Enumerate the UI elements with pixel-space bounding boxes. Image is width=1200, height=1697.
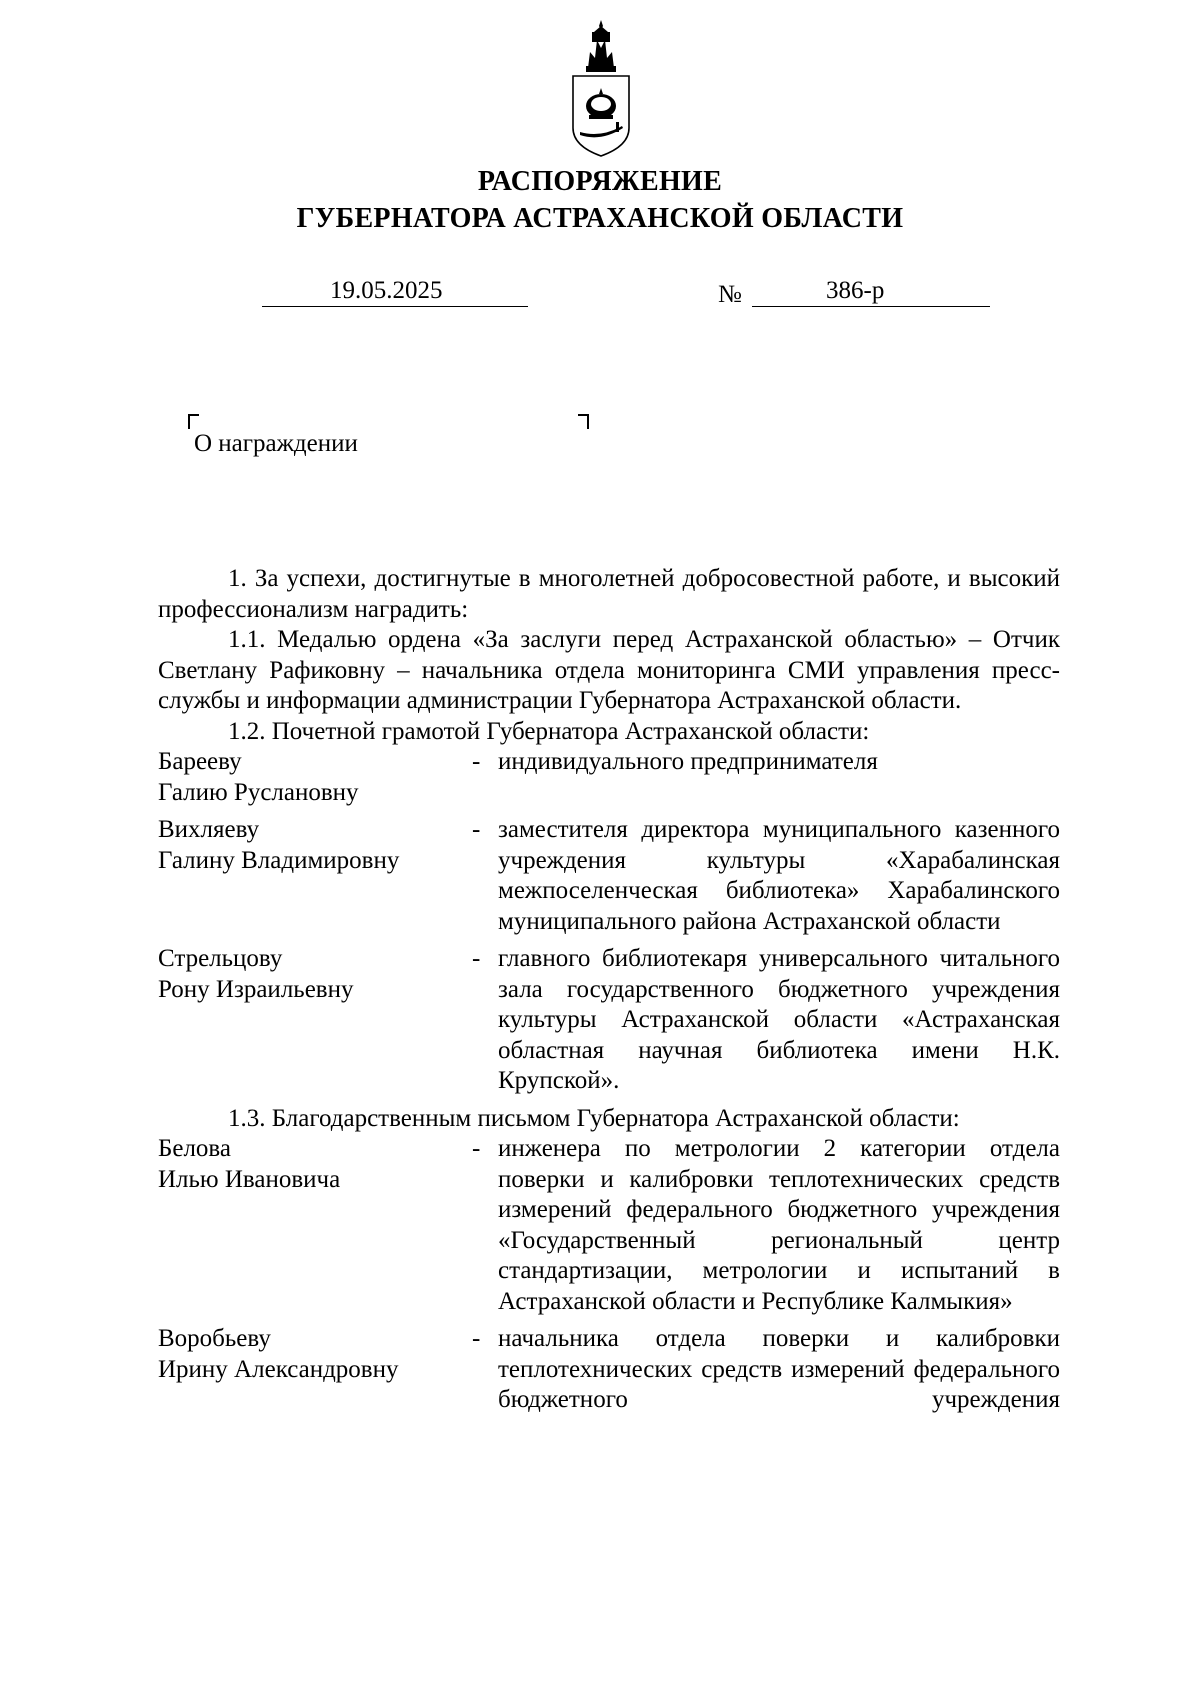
honoree-position: начальника отдела поверки и калибровки теплотехнических средств измерений федерального бюджетного учреждения bbox=[498, 1325, 1060, 1413]
honoree-surname: Барееву bbox=[158, 748, 242, 775]
honoree-surname: Стрельцову bbox=[158, 945, 283, 972]
honoree-surname: Белова bbox=[158, 1135, 231, 1162]
honoree-position: главного библиотекаря универсального читального зала государственного бюджетного учреждения культуры Астраханской области «Астраханская областная научная библиотека имени Н.К. Крупской». bbox=[498, 945, 1060, 1094]
document-body bbox=[158, 564, 1060, 1416]
paragraph-1-2: 1.2. Почетной грамотой Губернатора Астраханской области: bbox=[228, 717, 870, 745]
paragraph-1-3: 1.3. Благодарственным письмом Губернатора Астраханской области: bbox=[228, 1104, 960, 1132]
document-date: 19.05.2025 bbox=[330, 277, 443, 304]
document-number: 386-р bbox=[826, 277, 885, 304]
honoree-position: индивидуального предпринимателя bbox=[498, 748, 878, 775]
separator-dash: - bbox=[472, 1325, 481, 1352]
honoree-given-name: Галию Руслановну bbox=[158, 778, 359, 806]
list-item bbox=[158, 1324, 1060, 1416]
date-underline bbox=[262, 306, 528, 307]
honoree-given-name: Галину Владимировну bbox=[158, 846, 400, 874]
separator-dash: - bbox=[472, 1135, 481, 1162]
coat-of-arms-emblem bbox=[568, 18, 634, 158]
separator-dash: - bbox=[472, 816, 481, 843]
subject-corner-left bbox=[188, 414, 199, 429]
separator-dash: - bbox=[472, 748, 481, 775]
honoree-surname: Вихляеву bbox=[158, 816, 260, 843]
honoree-given-name: Ирину Александровну bbox=[158, 1355, 399, 1383]
document-subject: О награждении bbox=[194, 430, 358, 457]
number-underline bbox=[752, 306, 990, 307]
document-issuer-title: ГУБЕРНАТОРА АСТРАХАНСКОЙ ОБЛАСТИ bbox=[296, 203, 904, 234]
list-item bbox=[158, 815, 1060, 937]
list-item bbox=[158, 747, 1060, 808]
list-item bbox=[158, 1134, 1060, 1317]
honoree-surname: Воробьеву bbox=[158, 1325, 271, 1352]
honoree-given-name: Рону Израильевну bbox=[158, 975, 354, 1003]
honoree-position: заместителя директора муниципального казенного учреждения культуры «Харабалинская межпоселенческая библиотека» Харабалинского муниципального района Астраханской области bbox=[498, 816, 1060, 935]
list-item bbox=[158, 944, 1060, 1097]
paragraph-1-1: 1.1. Медалью ордена «За заслуги перед Астраханской областью» – Отчик Светлану Рафиковну – начальника отдела мониторинга СМИ управления пресс-службы и информации администрации Губернатора Астраханской области. bbox=[158, 626, 1060, 714]
separator-dash: - bbox=[472, 945, 481, 972]
paragraph-1: 1. За успехи, достигнутые в многолетней добросовестной работе, и высокий профессионализм наградить: bbox=[158, 565, 1060, 623]
honoree-given-name: Илью Ивановича bbox=[158, 1165, 341, 1193]
honoree-position: инженера по метрологии 2 категории отдела поверки и калибровки теплотехнических средств измерений федерального бюджетного учреждения «Государственный региональный центр стандартизации, метрологии и испытаний в Астраханской области и Республике Калмыкия» bbox=[498, 1135, 1060, 1315]
subject-corner-right bbox=[578, 414, 589, 429]
document-type-title: РАСПОРЯЖЕНИЕ bbox=[477, 166, 723, 197]
number-sign: № bbox=[718, 281, 742, 308]
